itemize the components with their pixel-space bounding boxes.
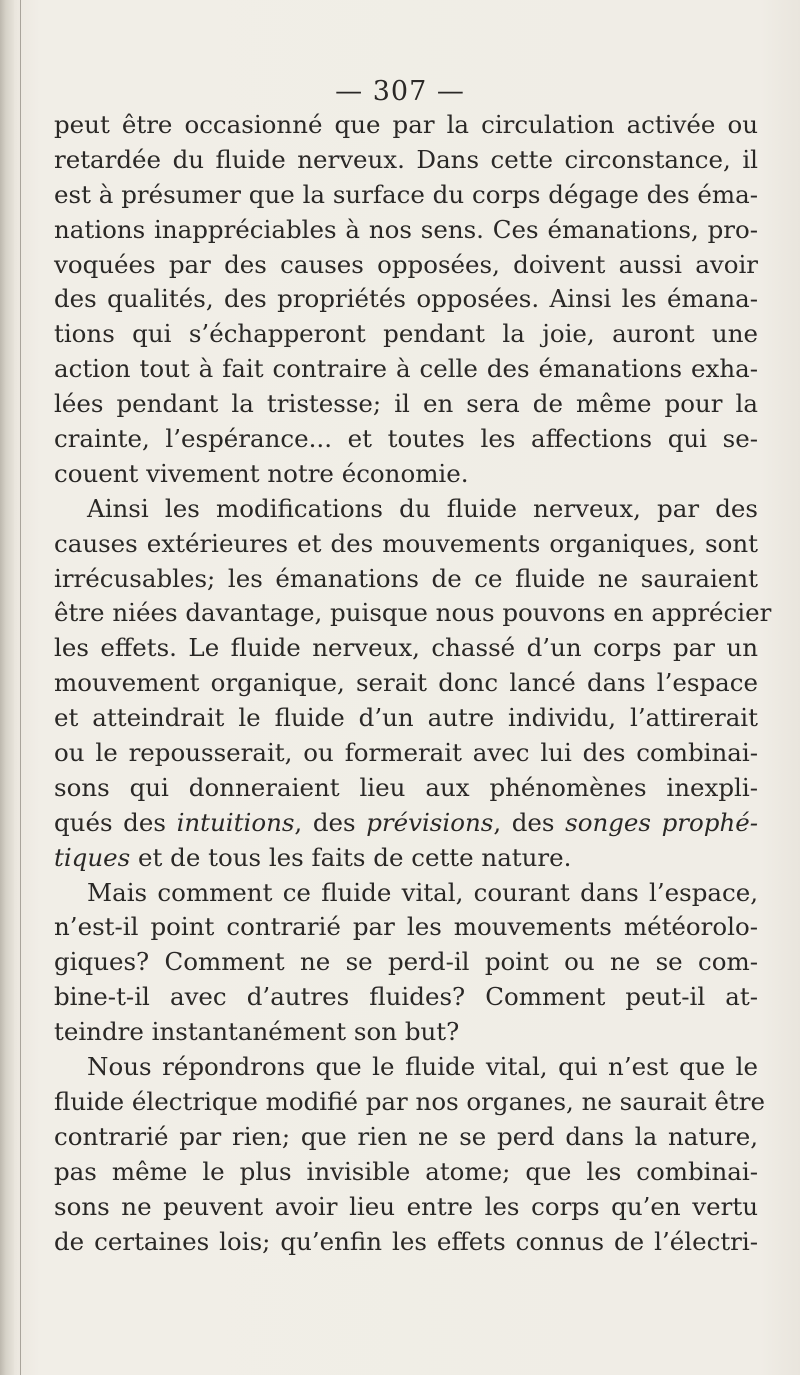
text-line: sons qui donneraient lieu aux phénomènes inexpli- [54,772,758,802]
text-line [54,806,758,841]
text-run: , des [294,807,367,837]
text-line: des qualités, des propriétés opposées. Ainsi les émana- [54,284,758,314]
text-line: causes extérieures et des mouvements organiques, sont [54,528,758,558]
text-line: Nous répondrons que le fluide vital, qui n’est que le [87,1052,758,1082]
text-line: bine-t-il avec d’autres fluides? Comment peut-il at- [54,982,758,1012]
body-text [54,108,772,1259]
text-line: action tout à fait contraire à celle des émanations exha- [54,354,758,384]
text-line: Ainsi les modifications du fluide nerveux, par des [87,493,758,523]
text-line: couent vivement notre économie. [54,458,469,488]
italic-term: intuitions [176,807,295,837]
text-line: sons ne peuvent avoir lieu entre les corps qu’en vertu [54,1191,758,1221]
text-line [54,841,758,876]
text-line: peut être occasionné que par la circulation activée ou [54,110,758,139]
page-number: — 307 — [335,76,465,107]
italic-term: tiques [54,842,131,872]
text-line: pas même le plus invisible atome; que les combinai- [54,1156,758,1186]
text-line: tions qui s’échapperont pendant la joie, auront une [54,319,758,349]
text-line: nations inappréciables à nos sens. Ces émanations, pro- [54,214,758,244]
text-line: retardée du fluide nerveux. Dans cette circonstance, il [54,144,758,174]
text-run: qués des [54,807,177,837]
text-line: mouvement organique, serait donc lancé dans l’espace [54,668,758,698]
text-line: voquées par des causes opposées, doivent aussi avoir [54,249,758,279]
text-run: , des [493,807,566,837]
text-line: ou le repousserait, ou formerait avec lui des combinai- [54,738,758,768]
page-gutter-line [20,0,21,1375]
italic-term: prévisions [366,807,494,837]
text-line: être niées davantage, puisque nous pouvons en apprécier [54,598,772,628]
text-line: Mais comment ce fluide vital, courant dans l’espace, [87,877,758,907]
text-line: giques? Comment ne se perd-il point ou ne se com- [54,947,758,977]
text-line: lées pendant la tristesse; il en sera de même pour la [54,389,758,419]
text-line: et atteindrait le fluide d’un autre individu, l’attirerait [54,703,758,733]
text-line: teindre instantanément son but? [54,1017,460,1047]
text-line: les effets. Le fluide nerveux, chassé d’un corps par un [54,633,758,663]
text-line: n’est-il point contrarié par les mouvements météorolo- [54,912,758,942]
italic-term: songes prophé- [565,807,759,837]
text-line: est à présumer que la surface du corps dégage des éma- [54,179,758,209]
text-line: contrarié par rien; que rien ne se perd dans la nature, [54,1121,758,1151]
page-binding-edge [0,0,14,1375]
text-line: crainte, l’espérance... et toutes les affections qui se- [54,424,758,454]
text-run: et de tous les faits de cette nature. [130,842,572,872]
text-line: fluide électrique modifié par nos organes, ne saurait être [54,1086,765,1116]
text-line: de certaines lois; qu’enfin les effets connus de l’électri- [54,1226,758,1256]
text-line: irrécusables; les émanations de ce fluide ne sauraient [54,563,758,593]
